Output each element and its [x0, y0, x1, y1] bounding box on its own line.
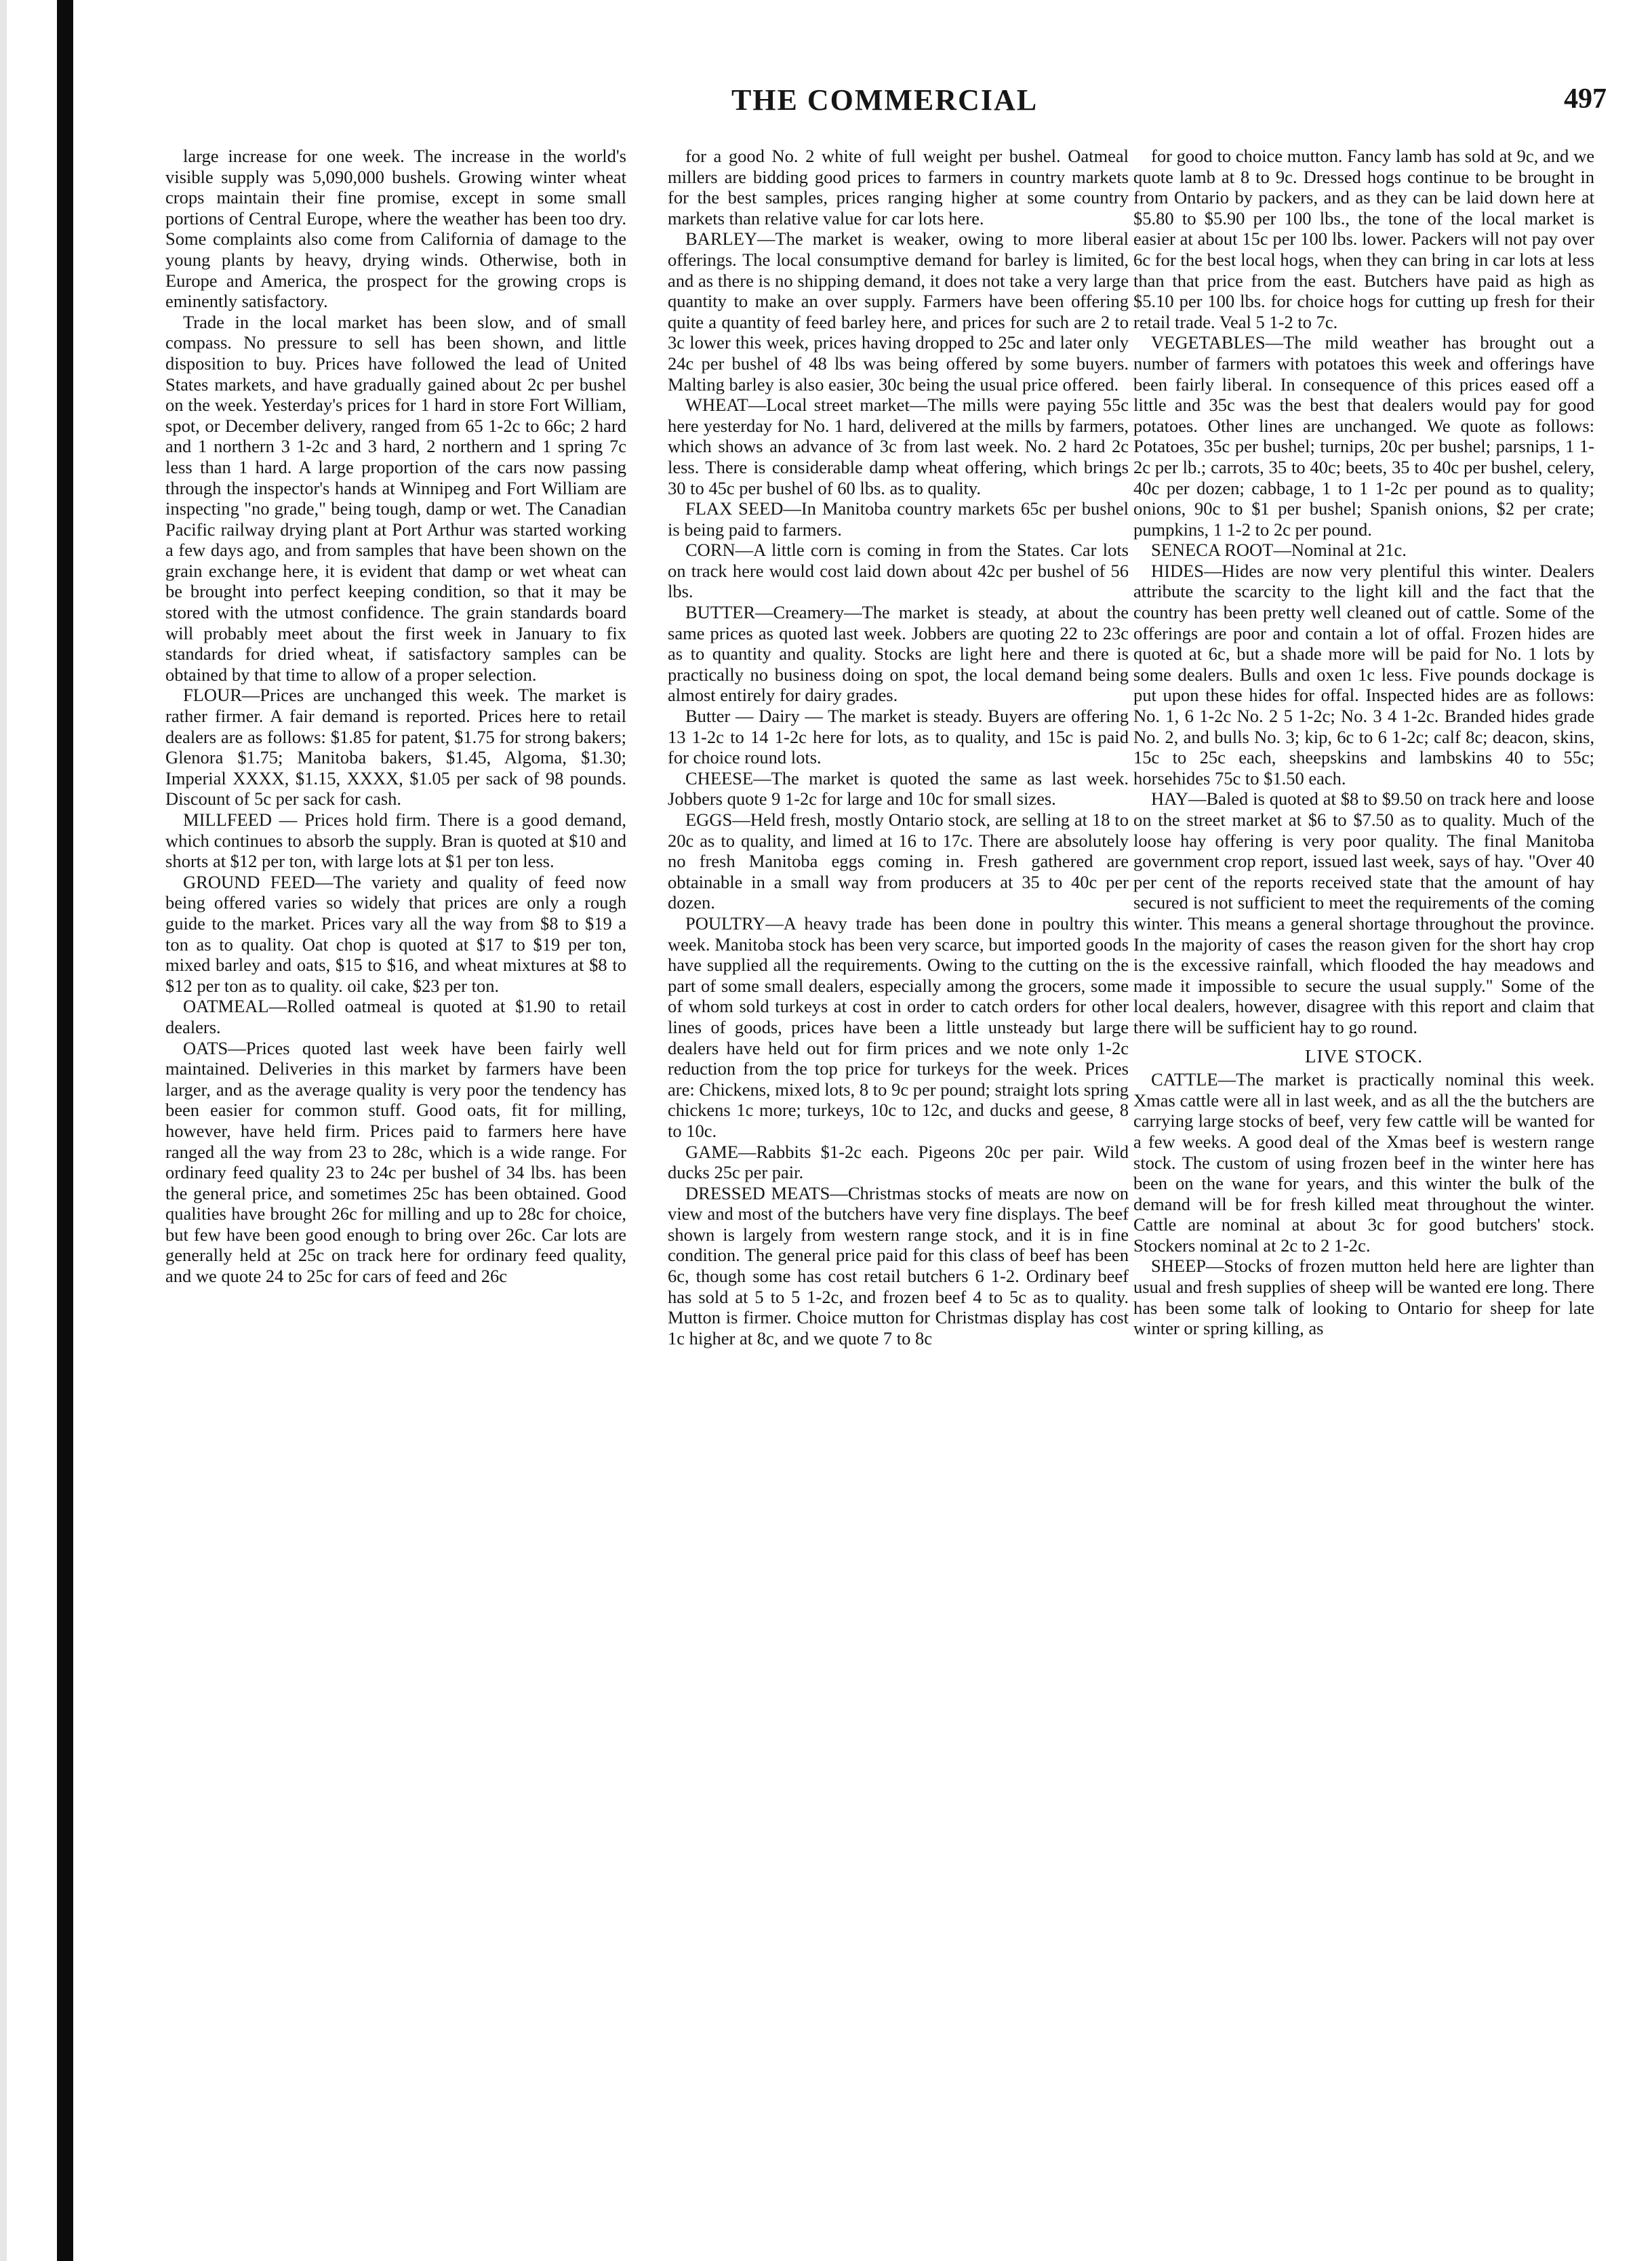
column-1	[165, 146, 626, 2220]
article-paragraph: SENECA ROOT—Nominal at 21c.	[1151, 540, 1407, 561]
article-paragraph: FLAX SEED—In Manitoba country markets 65c per bushel is being paid to farmers.	[668, 498, 1129, 540]
column-3	[1133, 146, 1594, 2220]
page-edge-shadow	[0, 0, 7, 2261]
article-paragraph: FLOUR—Prices are unchanged this week. The market is rather firmer. A fair demand is reported. Prices here to retail dealers are as follows: $1.85 for patent, $1.75 for strong bakers; Glenora $1.75; Manitoba bakers, $1.45, Algoma, $1.30; Imperial XXXX, $1.15, XXXX, $1.05 per sack of 98 pounds. Discount of 5c per sack for cash.	[165, 685, 626, 809]
article-paragraph: for a good No. 2 white of full weight per bushel. Oatmeal millers are bidding good prices to farmers in country markets for the best samples, prices ranging higher at some country markets than relative value for car lots here.	[668, 146, 1129, 228]
article-paragraph: BARLEY—The market is weaker, owing to more liberal offerings. The local consumptive demand for barley is limited, and as there is no shipping demand, it does not take a very large quantity to make an over supply. Farmers have been offering quite a quantity of feed barley here, and prices for such are 2 to 3c lower this week, prices having dropped to 25c and later only 24c per bushel of 48 lbs was being offered by some buyers. Malting barley is also easier, 30c being the usual price offered.	[668, 228, 1129, 395]
article-paragraph: SHEEP—Stocks of frozen mutton held here are lighter than usual and fresh supplies of sheep will be wanted ere long. There has been some talk of looking to Ontario for sheep for late winter or spring killing, as	[1133, 1256, 1594, 1339]
article-paragraph: GAME—Rabbits $1-2c each. Pigeons 20c per pair. Wild ducks 25c per pair.	[668, 1141, 1129, 1183]
section-heading: LIVE STOCK.	[1304, 1045, 1423, 1066]
article-paragraph: CORN—A little corn is coming in from the States. Car lots on track here would cost laid down about 42c per bushel of 56 lbs.	[668, 540, 1129, 602]
article-paragraph: CATTLE—The market is practically nominal this week. Xmas cattle were all in last week, and as all the the butchers are carrying large stocks of beef, very few cattle will be wanted for a few weeks. A good deal of the Xmas beef is western range stock. The custom of using frozen beef in the winter here has been on the wane for years, and this winter the bulk of the demand will be for fresh killed meat throughout the winter. Cattle are nominal at about 3c for good butchers' stock. Stockers nominal at 2c to 2 1-2c.	[1133, 1069, 1594, 1256]
running-head	[163, 83, 1607, 123]
article-paragraph: VEGETABLES—The mild weather has brought out a number of farmers with potatoes this week and offerings have been fairly liberal. In consequence of this prices eased off a little and 35c was the best that dealers would pay for good potatoes. Other lines are unchanged. We quote as follows: Potatoes, 35c per bushel; turnips, 20c per bushel; parsnips, 1 1-2c per lb.; carrots, 35 to 40c; beets, 35 to 40c per bushel, celery, 40c per dozen; cabbage, 1 to 1 1-2c per pound as to quality; onions, 90c to $1 per bushel; Spanish onions, $2 per crate; pumpkins, 1 1-2 to 2c per pound.	[1133, 332, 1594, 540]
article-paragraph: CHEESE—The market is quoted the same as last week. Jobbers quote 9 1-2c for large and 10c for small sizes.	[668, 767, 1129, 809]
article-paragraph: WHEAT—Local street market—The mills were paying 55c here yesterday for No. 1 hard, delivered at the mills by farmers, which shows an advance of 3c from last week. No. 2 hard 2c less. There is considerable damp wheat offering, which brings 30 to 45c per bushel of 60 lbs. as to quality.	[668, 395, 1129, 498]
page-title: THE COMMERCIAL	[731, 83, 1039, 117]
article-paragraph: OATS—Prices quoted last week have been fairly well maintained. Deliveries in this market by farmers have been larger, and as the average quality is very poor the tendency has been easier for common stuff. Good oats, fit for milling, however, have held firm. Prices paid to farmers here have ranged all the way from 23 to 28c, which is a wide range. For ordinary feed quality 23 to 24c per bushel of 34 lbs. has been the general price, and sometimes 25c has been obtained. Good qualities have brought 26c for milling and up to 28c for choice, but few have been good enough to bring over 26c. Car lots are generally held at 25c on track here for ordinary feed quality, and we quote 24 to 25c for cars of feed and 26c	[165, 1037, 626, 1287]
article-paragraph: HIDES—Hides are now very plentiful this winter. Dealers attribute the scarcity to the light kill and the fact that the country has been pretty well cleaned out of cattle. Some of the offerings are poor and contain a lot of offal. Frozen hides are quoted at 6c, but a shade more will be paid for No. 1 lots by some dealers. Bulls and oxen 1c less. Five pounds dockage is put upon these hides for offal. Inspected hides are as follows: No. 1, 6 1-2c No. 2 5 1-2c; No. 3 4 1-2c. Branded hides grade No. 2, and bulls No. 3; kip, 6c to 6 1-2c; calf 8c; deacon, skins, 15c to 25c each, sheepskins and lambskins 40 to 55c; horsehides 75c to $1.50 each.	[1133, 560, 1594, 788]
article-paragraph: MILLFEED — Prices hold firm. There is a good demand, which continues to absorb the supply. Bran is quoted at $10 and shorts at $12 per ton, with large lots at $1 per ton less.	[165, 809, 626, 872]
article-paragraph: OATMEAL—Rolled oatmeal is quoted at $1.90 to retail dealers.	[165, 996, 626, 1037]
article-paragraph: HAY—Baled is quoted at $8 to $9.50 on track here and loose on the street market at $6 to $7.50 as to quality. Much of the loose hay offering is very poor quality. The final Manitoba government crop report, issued last week, says of hay. "Over 40 per cent of the reports received state that the amount of hay secured is not sufficient to meet the requirements of the coming winter. This means a general shortage throughout the province. In the majority of cases the reason given for the short hay crop is the excessive rainfall, which flooded the hay meadows and made it impossible to secure the usual supply." Some of the local dealers, however, disagree with this report and claim that there will be sufficient hay to go round.	[1133, 788, 1594, 1037]
article-paragraph: Trade in the local market has been slow, and of small compass. No pressure to sell has been shown, and little disposition to buy. Prices have followed the lead of United States markets, and have gradually gained about 2c per bushel on the week. Yesterday's prices for 1 hard in store Fort William, spot, or December delivery, ranged from 65 1-2c to 66c; 2 hard and 1 northern 3 1-2c and 3 hard, 2 northern and 1 spring 7c less than 1 hard. A large proportion of the cars now passing through the inspector's hands at Winnipeg and Fort William are inspecting "no grade," being tough, damp or wet. The Canadian Pacific railway drying plant at Port Arthur was started working a few days ago, and from samples that have been shown on the grain exchange here, it is evident that damp or wet wheat can be brought into perfect keeping condition, so that it may be stored with the utmost confidence. The grain standards board will probably meet about the first week in January to fix standards for dried wheat, if satisfactory samples can be obtained by that time to allow of a proper selection.	[165, 311, 626, 685]
article-paragraph: Butter — Dairy — The market is steady. Buyers are offering 13 1-2c to 14 1-2c here for lots, as to quality, and 15c is paid for choice round lots.	[668, 706, 1129, 768]
binding-edge-bar	[57, 0, 73, 2261]
article-paragraph: large increase for one week. The increase in the world's visible supply was 5,090,000 bushels. Growing winter wheat crops maintain their fine promise, except in some small portions of Central Europe, where the weather has been too dry. Some complaints also come from California of damage to the young plants by heavy, drying winds. Otherwise, both in Europe and America, the prospect for the growing crops is eminently satisfactory.	[165, 146, 626, 312]
article-paragraph: BUTTER—Creamery—The market is steady, at about the same prices as quoted last week. Jobbers are quoting 22 to 23c as to quantity and quality. Stocks are light here and there is practically no business doing on spot, the local demand being almost entirely for dairy grades.	[668, 602, 1129, 706]
page-number: 497	[1564, 83, 1607, 115]
article-paragraph: DRESSED MEATS—Christmas stocks of meats are now on view and most of the butchers have very fine displays. The beef shown is largely from western range stock, and it is in fine condition. The general price paid for this class of beef has been 6c, though some has cost retail butchers 6 1-2. Ordinary beef has sold at 5 to 5 1-2c, and frozen beef 4 to 5c as to quality. Mutton is firmer. Choice mutton for Christmas display has cost 1c higher at 8c, and we quote 7 to 8c	[668, 1182, 1129, 1348]
article-paragraph: POULTRY—A heavy trade has been done in poultry this week. Manitoba stock has been very scarce, but imported goods have supplied all the requirements. Owing to the cutting on the part of some small dealers, especially among the grocers, some of whom sold turkeys at cost in order to catch orders for other lines of goods, prices have been a little unsteady but large dealers have held out for firm prices and we note only 1-2c reduction from the top price for turkeys for the week. Prices are: Chickens, mixed lots, 8 to 9c per pound; straight lots spring chickens 1c more; turkeys, 10c to 12c, and ducks and geese, 8 to 10c.	[668, 913, 1129, 1141]
article-paragraph: for good to choice mutton. Fancy lamb has sold at 9c, and we quote lamb at 8 to 9c. Dressed hogs continue to be brought in from Ontario by packers, and as they can be laid down here at $5.80 to $5.90 per 100 lbs., the tone of the local market is easier at about 15c per 100 lbs. lower. Packers will not pay over 6c for the best local hogs, when they can bring in car lots at less than that price from the east. Butchers have paid as high as $5.10 per 100 lbs. for choice hogs for cutting up fresh for their retail trade. Veal 5 1-2 to 7c.	[1133, 146, 1594, 332]
column-2	[668, 146, 1129, 2220]
article-paragraph: GROUND FEED—The variety and quality of feed now being offered varies so widely that prices are only a rough guide to the market. Prices vary all the way from $8 to $19 a ton as to quality. Oat chop is quoted at $17 to $19 per ton, mixed barley and oats, $15 to $16, and wheat mixtures at $8 to $12 per ton as to quality. oil cake, $23 per ton.	[165, 871, 626, 996]
article-paragraph: EGGS—Held fresh, mostly Ontario stock, are selling at 18 to 20c as to quality, and limed at 16 to 17c. There are absolutely no fresh Manitoba eggs coming in. Fresh gathered are obtainable in a small way from producers at 35 to 40c per dozen.	[668, 809, 1129, 913]
